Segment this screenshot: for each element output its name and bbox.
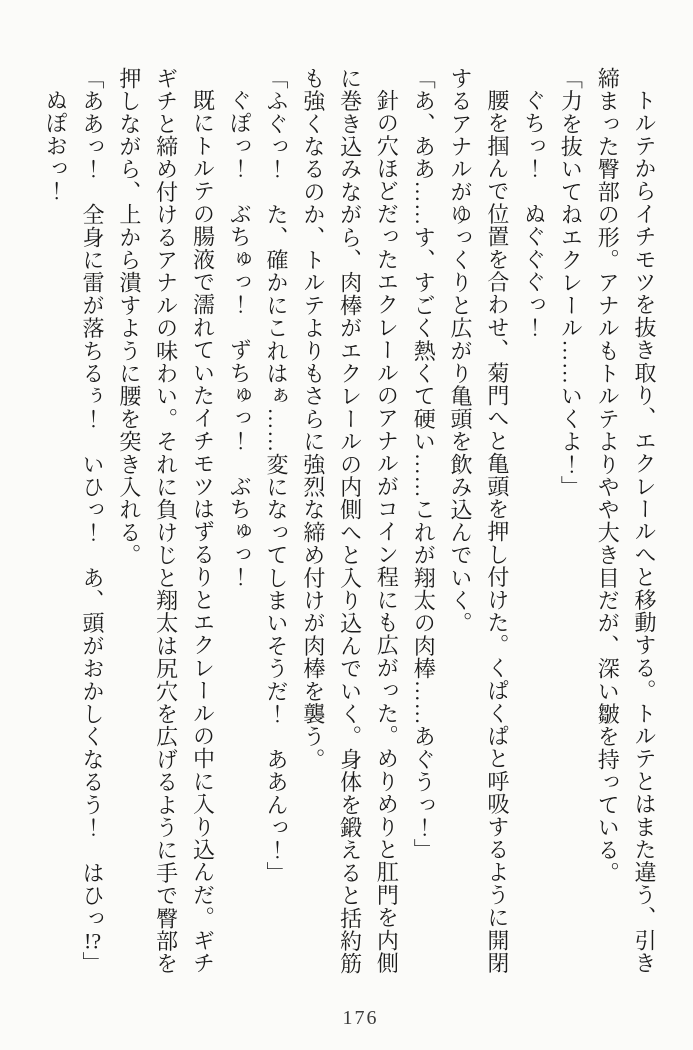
narration-paragraph: ぐちっ！ ぬぐぐぐっ！ [521, 89, 547, 339]
narration-paragraph: 針の穴ほどだったエクレールのアナルがコイン程にも広がった。めりめりと肛門を内側に巻き込みながら、肉棒がエクレールの内側へと入り込んでいく。身体を鍛えると括約筋も強くなるのか、トルテよりもさらに強烈な締め付けが肉棒を襲う。 [300, 67, 400, 975]
dialogue-paragraph: 「ふぐっ！ た、確かにこれはぁ……変になってしまいそうだ！ ああんっ！」 [264, 67, 290, 885]
narration-paragraph: 腰を掴んで位置を合わせ、菊門へと亀頭を押し付けた。くぱくぱと呼吸するように開閉するアナルがゆっくりと広がり亀頭を飲み込んでいく。 [448, 67, 510, 975]
dialogue-paragraph: 「あ、ああ……す、すごく熱くて硬い……これが翔太の肉棒……あぐうっ！」 [411, 67, 437, 862]
narration-paragraph: ぐぽっ！ ぶちゅっ！ ずちゅっ！ ぶちゅっ！ [227, 89, 253, 589]
dialogue-paragraph: 「ああっ！ 全身に雷が落ちるぅ！ いひっ！ あ、頭がおかしくなるう！ はひっ!?」 [80, 67, 106, 975]
narration-paragraph: ぬぽおっ！ [43, 89, 69, 203]
page-text [35, 67, 662, 976]
dialogue-paragraph: 「力を抜いてねエクレール……いくよ！」 [558, 67, 584, 499]
page-number: 176 [342, 1007, 379, 1029]
combined-exclamation-question: !? [84, 929, 102, 952]
narration-paragraph: 既にトルテの腸液で濡れていたイチモツはずるりとエクレールの中に入り込んだ。ギチギチと締め付けるアナルの味わい。それに負けじと翔太は尻穴を広げるように手で臀部を押しながら、上から潰すように腰を突き入れる。 [116, 67, 216, 975]
narration-paragraph: トルテからイチモツを抜き取り、エクレールへと移動する。トルテとはまた違う、引き締まった臀部の形。アナルもトルテよりやや大き目だが、深い皺を持っている。 [595, 67, 657, 975]
